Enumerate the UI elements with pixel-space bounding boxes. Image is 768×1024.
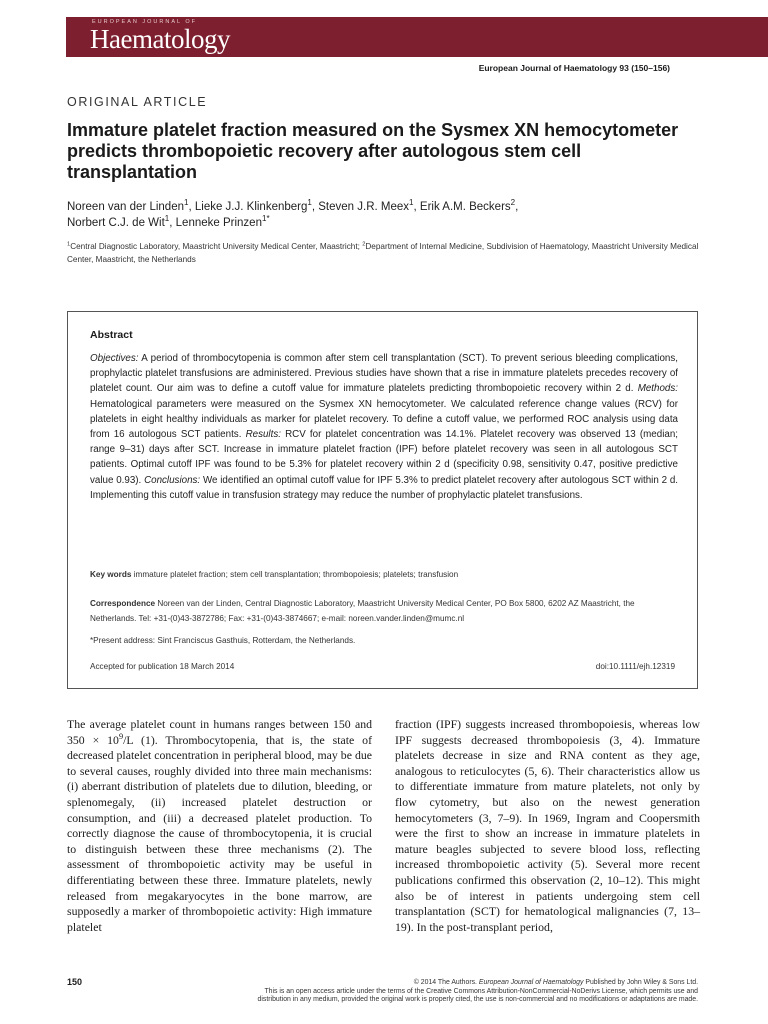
journal-citation: European Journal of Haematology 93 (150–156) <box>478 63 670 73</box>
article-title: Immature platelet fraction measured on the Sysmex XN hemocytometer predicts thrombopoietic recovery after autologous stem cell transplantation <box>67 120 679 182</box>
body-column-right <box>395 717 700 935</box>
affiliations: $^1$Central Diagnostic Laboratory, Maastricht University Medical Center, Maastricht; $^2$Department of Internal Medicine, Subdivision of Haematology, Maastricht University Medical Center, Maastricht, the Netherlands <box>67 241 699 264</box>
author-list <box>67 199 687 231</box>
abstract-heading: Abstract <box>90 329 133 341</box>
body-paragraph: fraction (IPF) suggests increased thrombopoiesis, whereas low IPF suggests decreased thrombopoiesis (3, 4). Immature platelets decrease in size and RNA content as they age, analogous to reticulocytes (5, 6). Their characteristics allow us to differentiate immature from mature platelets, not only by flow cytometry, but also on the newest generation hemocytometers (3, 7–9). In 1969, Ingram and Coopersmith were the first to show an increase in immature platelets in mature beagles subjected to severe blood loss, reflecting increased thrombopoietic activity (5). Several more recent publications confirmed this observation (2, 10–12). This might also be of interest in patients undergoing stem cell transplantation (SCT) for hematological malignancies (7, 13–19). In the post-transplant period, <box>395 717 700 934</box>
page-number: 150 <box>67 977 83 987</box>
author: Steven J.R. Meex$^1$, <box>318 198 420 213</box>
correspondence: Correspondence Noreen van der Linden, Central Diagnostic Laboratory, Maastricht University Medical Center, PO Box 5800, 6202 AZ Maastricht, the Netherlands. Tel: +31-(0)43-3872786; Fax: +31-(0)43-3874667; e-mail: noreen.vander.linden@mumc.nl <box>90 599 635 623</box>
journal-banner-subtitle: EUROPEAN JOURNAL OF <box>92 19 198 25</box>
abstract-text: Objectives: A period of thrombocytopenia is common after stem cell transplantation (SCT). To prevent serious bleeding complications, prophylactic platelet transfusions are administered. Previous studies have shown that a rise in immature platelets precedes recovery of platelet count. Our aim was to define a cutoff value for immature platelets predicting thrombopoietic recovery within 2 d. Methods: Hematological parameters were measured on the Sysmex XN hemocytometer. We calculated reference change values (RCV) for platelets in eight healthy individuals as marker for platelet recovery. To define a cutoff value, we performed ROC analysis using data from 16 autologous SCT patients. Results: RCV for platelet concentration was 14.1%. Platelet recovery was observed 13 (median; range 9–31) days after SCT. Increase in immature platelet fraction (IPF) before platelet recovery was seen in all autologous SCT patients. Optimal cutoff IPF was found to be 5.3% for platelet recovery within 2 d (specificity 0.98, sensitivity 0.47, positive predictive value 0.93). Conclusions: We identified an optimal cutoff value for IPF 5.3% to predict platelet recovery after autologous SCT within 2 d. Implementing this cutoff value in transfusion strategy may reduce the number of prophylactic platelet transfusions. <box>90 353 678 501</box>
accepted-date: Accepted for publication 18 March 2014 <box>90 662 235 671</box>
license-footer: © 2014 The Authors. European Journal of Haematology Published by John Wiley & Sons Ltd. This is an open access article under the terms of the Creative Commons Attribution-NonCommercial-NoDerivs License, which permits use and distribution in any medium, provided the original work is properly cited, the use is non-commercial and no modifications or adaptations are made. <box>257 979 698 1004</box>
body-column-left <box>67 717 372 935</box>
author: Erik A.M. Beckers$^2$, <box>419 198 519 213</box>
journal-banner <box>66 17 768 57</box>
keywords: Key words immature platelet fraction; stem cell transplantation; thrombopoiesis; platelets; transfusion <box>90 570 459 579</box>
journal-logo: Haematology <box>90 24 230 54</box>
author: Lieke J.J. Klinkenberg$^1$, <box>194 198 319 213</box>
body-paragraph: The average platelet count in humans ranges between 150 and $350 \times 10^9/L$ (1). Thrombocytopenia, that is, the state of decreased platelet concentration in peripheral blood, may be due to several causes, roughly divided into three main mechanisms: (i) aberrant distribution of platelets due to dilution, bleeding, or splenomegaly, (ii) increased platelet destruction or consumption, and (iii) a decreased platelet production. To correctly diagnose the cause of thrombocytopenia, it is crucial to distinguish between these three mechanisms (2). The assessment of thrombopoietic activity may be useful in differentiating between these three. Immature platelets, newly released from megakaryocytes in the bone marrow, are supposedly a marker of thrombopoietic activity: High immature platelet <box>67 717 372 934</box>
author: Noreen van der Linden$^1$, <box>67 198 195 213</box>
author: Lenneke Prinzen$^{1*}$ <box>175 214 270 229</box>
doi-link[interactable]: doi:10.1111/ejh.12319 <box>595 662 675 671</box>
author: Norbert C.J. de Wit$^1$, <box>67 214 176 229</box>
present-address: *Present address: Sint Franciscus Gasthuis, Rotterdam, the Netherlands. <box>90 636 356 645</box>
article-type: ORIGINAL ARTICLE <box>67 95 208 109</box>
abstract-box <box>67 311 698 689</box>
